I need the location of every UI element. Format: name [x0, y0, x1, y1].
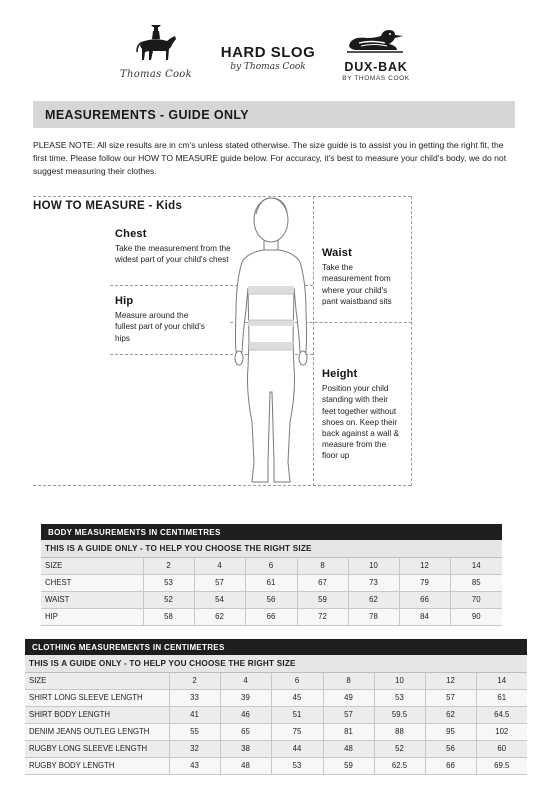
waist-callout [322, 248, 396, 307]
table-row [41, 591, 502, 608]
hip-instructions: Measure around the fullest part of your child's hips [115, 311, 205, 343]
row-label: RUGBY LONG SLEEVE LENGTH [25, 740, 169, 757]
table-cell: 102 [476, 723, 527, 740]
guide-heading-bar [33, 101, 515, 128]
table-row [41, 557, 502, 574]
table-cell: 61 [476, 689, 527, 706]
table-cell: 54 [194, 591, 245, 608]
table-cell: 33 [169, 689, 220, 706]
brand-logos [0, 22, 555, 84]
table-cell: 62.5 [374, 757, 425, 774]
row-label: SHIRT LONG SLEEVE LENGTH [25, 689, 169, 706]
guide-line-right [411, 196, 412, 486]
table-cell: 62 [425, 706, 476, 723]
table-cell: 57 [425, 689, 476, 706]
table-row [25, 689, 527, 706]
table-cell: 62 [348, 591, 399, 608]
table-cell: 95 [425, 723, 476, 740]
row-label: HIP [41, 608, 143, 625]
table-cell: 45 [271, 689, 323, 706]
table-cell: 39 [220, 689, 271, 706]
table-cell: 41 [169, 706, 220, 723]
table-cell: 12 [425, 672, 476, 689]
table-cell: 48 [323, 740, 374, 757]
height-instructions: Position your child standing with their feet together without shoes on. Keep their back against a wall & measure from the floor up [322, 384, 399, 461]
table-cell: 49 [323, 689, 374, 706]
dux-bak-logo [336, 26, 416, 82]
height-callout [322, 369, 400, 462]
duck-icon [345, 26, 407, 54]
clothing-table-subheading: THIS IS A GUIDE ONLY - TO HELP YOU CHOOSE THE RIGHT SIZE [25, 655, 527, 672]
table-cell: 46 [220, 706, 271, 723]
height-title: Height [322, 368, 358, 380]
table-cell: 6 [271, 672, 323, 689]
table-cell: 72 [297, 608, 348, 625]
hip-callout [115, 296, 210, 344]
table-cell: 43 [169, 757, 220, 774]
dux-bak-byline: BY THOMAS COOK [342, 75, 410, 82]
thomas-cook-wordmark: Thomas Cook [120, 69, 192, 80]
table-cell: 14 [476, 672, 527, 689]
table-cell: 8 [297, 557, 348, 574]
table-cell: 84 [399, 608, 450, 625]
hard-slog-logo [218, 44, 318, 72]
row-label: SIZE [25, 672, 169, 689]
clothing-table-heading: CLOTHING MEASUREMENTS IN CENTIMETRES [25, 639, 527, 655]
table-row [41, 574, 502, 591]
body-table-subheading: THIS IS A GUIDE ONLY - TO HELP YOU CHOOSE THE RIGHT SIZE [41, 540, 502, 557]
size-guide-note: PLEASE NOTE: All size results are in cm's unless stated otherwise. The size guide is to assist you in getting the right fit, the first time. Please follow our HOW TO MEASURE guide below. For accuracy, it's best to measure your child's body, we do not suggest measuring their clothes. [33, 140, 507, 176]
row-label: SHIRT BODY LENGTH [25, 706, 169, 723]
table-cell: 57 [323, 706, 374, 723]
table-cell: 52 [374, 740, 425, 757]
chest-callout [115, 229, 233, 266]
table-cell: 57 [194, 574, 245, 591]
table-cell: 64.5 [476, 706, 527, 723]
chest-title: Chest [115, 228, 147, 240]
table-cell: 56 [425, 740, 476, 757]
table-cell: 59 [297, 591, 348, 608]
table-cell: 38 [220, 740, 271, 757]
table-cell: 66 [425, 757, 476, 774]
hard-slog-byline: by Thomas Cook [230, 62, 306, 72]
row-label: DENIM JEANS OUTLEG LENGTH [25, 723, 169, 740]
table-cell: 56 [245, 591, 297, 608]
waist-title: Waist [322, 247, 352, 259]
table-cell: 8 [323, 672, 374, 689]
table-cell: 75 [271, 723, 323, 740]
table-row [25, 740, 527, 757]
table-cell: 79 [399, 574, 450, 591]
table-cell: 48 [220, 757, 271, 774]
table-cell: 65 [220, 723, 271, 740]
table-cell: 53 [374, 689, 425, 706]
table-cell: 66 [399, 591, 450, 608]
row-label: SIZE [41, 557, 143, 574]
table-cell: 62 [194, 608, 245, 625]
table-cell: 70 [450, 591, 502, 608]
table-cell: 4 [194, 557, 245, 574]
table-cell: 2 [143, 557, 194, 574]
waist-instructions: Take the measurement from where your child's pant waistband sits [322, 263, 392, 306]
table-cell: 53 [143, 574, 194, 591]
table-row [25, 706, 527, 723]
table-cell: 69.5 [476, 757, 527, 774]
how-to-measure-title: HOW TO MEASURE - Kids [33, 200, 183, 212]
table-cell: 88 [374, 723, 425, 740]
table-cell: 85 [450, 574, 502, 591]
row-label: RUGBY BODY LENGTH [25, 757, 169, 774]
table-cell: 44 [271, 740, 323, 757]
table-cell: 51 [271, 706, 323, 723]
table-cell: 52 [143, 591, 194, 608]
clothing-measurements-table [25, 639, 527, 775]
table-cell: 53 [271, 757, 323, 774]
child-figure-illustration [222, 192, 320, 492]
table-cell: 55 [169, 723, 220, 740]
table-cell: 6 [245, 557, 297, 574]
table-row [25, 672, 527, 689]
table-cell: 4 [220, 672, 271, 689]
body-table-heading: BODY MEASUREMENTS IN CENTIMETRES [41, 524, 502, 540]
table-cell: 73 [348, 574, 399, 591]
table-cell: 12 [399, 557, 450, 574]
row-label: WAIST [41, 591, 143, 608]
table-cell: 59 [323, 757, 374, 774]
horse-rider-icon [115, 22, 197, 62]
guide-title: MEASUREMENTS - GUIDE ONLY [45, 108, 250, 122]
thomas-cook-logo [115, 22, 197, 80]
table-cell: 67 [297, 574, 348, 591]
table-row [41, 608, 502, 625]
body-measurements-table [41, 524, 502, 626]
table-cell: 61 [245, 574, 297, 591]
table-cell: 60 [476, 740, 527, 757]
hip-title: Hip [115, 295, 134, 307]
row-label: CHEST [41, 574, 143, 591]
table-cell: 10 [348, 557, 399, 574]
table-cell: 2 [169, 672, 220, 689]
table-cell: 59.5 [374, 706, 425, 723]
table-cell: 78 [348, 608, 399, 625]
table-cell: 14 [450, 557, 502, 574]
table-cell: 32 [169, 740, 220, 757]
table-cell: 90 [450, 608, 502, 625]
hard-slog-wordmark: HARD SLOG [220, 44, 316, 61]
table-cell: 58 [143, 608, 194, 625]
table-row [25, 757, 527, 774]
table-row [25, 723, 527, 740]
chest-instructions: Take the measurement from the widest part of your child's chest [115, 244, 231, 265]
table-cell: 66 [245, 608, 297, 625]
dux-bak-wordmark: DUX-BAK [344, 60, 408, 74]
table-cell: 81 [323, 723, 374, 740]
table-cell: 10 [374, 672, 425, 689]
